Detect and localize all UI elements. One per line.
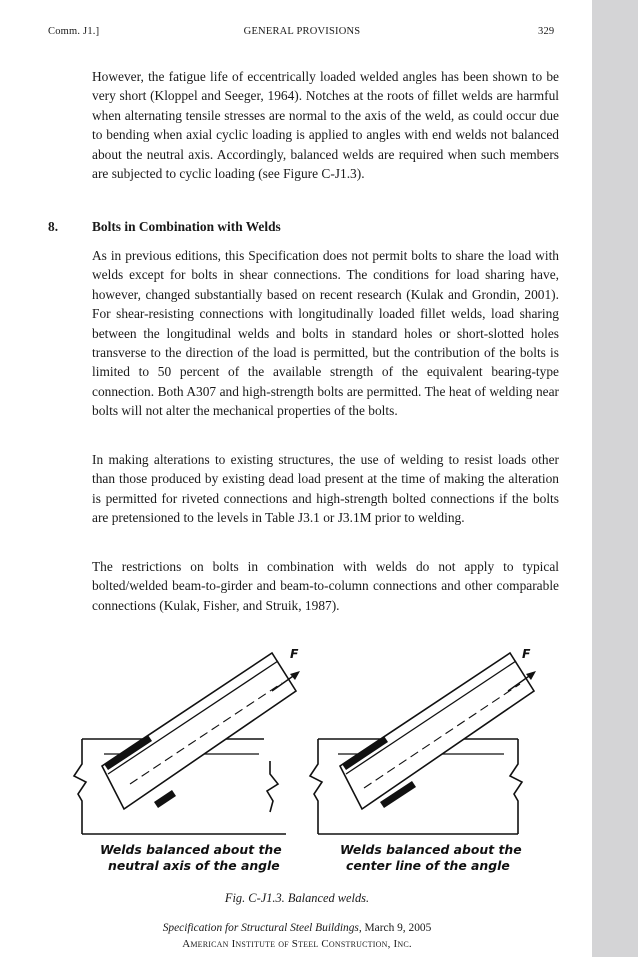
right-label-line2: center line of the angle <box>346 858 510 873</box>
running-header-title: GENERAL PROVISIONS <box>243 26 361 37</box>
section-title: Bolts in Combination with Welds <box>92 219 281 234</box>
break-line-left <box>74 739 86 834</box>
paragraph-fatigue <box>92 67 559 183</box>
footer-date: March 9, 2005 <box>361 922 432 934</box>
right-connection-diagram <box>310 646 536 873</box>
footer-title-line <box>0 922 594 934</box>
paragraph-text: In making alterations to existing structures, the use of welding to resist loads other than those produced by existing dead load present at the time of making the alteration is permitted for riveted connections and high-strength bolted connections if the bolts are pretensioned to the levels in Table J3.1 or J3.1M prior to welding. <box>92 452 559 526</box>
footer-publisher: American Institute of Steel Construction, Inc. <box>182 938 412 950</box>
section-number: 8. <box>48 219 59 234</box>
force-label-left: F <box>290 646 299 661</box>
break-line-right <box>267 761 278 812</box>
angle-member <box>340 653 534 809</box>
paragraph-text: The restrictions on bolts in combination with welds do not apply to typical bolted/welded beam-to-girder and beam-to-column connections and other comparable connections (Kulak, Fisher, and Struik, 1987). <box>92 559 559 613</box>
right-label-line1: Welds balanced about the <box>340 842 522 857</box>
footer-title: Specification for Structural Steel Buildings, <box>162 922 362 934</box>
figure-caption: Fig. C-J1.3. Balanced welds. <box>224 891 370 905</box>
running-header-section: Comm. J1.] <box>48 26 100 37</box>
paragraph-text: However, the fatigue life of eccentrically loaded welded angles has been shown to be very short (Kloppel and Seeger, 1964). Notches at the roots of fillet welds are harmful when alternating tensile stresses are normal to the axis of the weld, as could occur due to bending when axial cyclic loading is applied to angles with end welds not balanced about the neutral axis. Accordingly, balanced welds are required when such members are subjected to cyclic loading (see Figure C-J1.3). <box>92 69 559 182</box>
force-label-right: F <box>522 646 531 661</box>
short-weld <box>154 790 176 808</box>
balanced-welds-figure <box>64 636 564 886</box>
left-connection-diagram <box>74 646 300 873</box>
angle-member <box>102 653 296 809</box>
force-arrow-head <box>290 671 300 680</box>
paragraph-restrictions <box>92 557 559 615</box>
paragraph-text: As in previous editions, this Specification does not permit bolts to share the load with welds except for bolts in shear connections. The conditions for load sharing have, however, changed substantially based on recent research (Kulak and Grondin, 2001). For shear-resisting connections with longitudinally loaded fillet welds, load sharing between the longitudinal welds and bolts in standard holes or short-slotted holes transverse to the direction of the load is permitted, but the contribution of the bolts is limited to 50 percent of the available strength of the equivalent bearing-type connection. Both A307 and high-strength bolts are permitted. The heat of welding near bolts will not alter the mechanical properties of the bolts. <box>92 248 559 419</box>
page-number: 329 <box>538 26 555 37</box>
page-side-margin <box>592 0 638 957</box>
paragraph-load-sharing <box>92 246 559 421</box>
break-line-left <box>310 739 322 834</box>
force-arrow-head <box>526 671 536 680</box>
left-label-line2: neutral axis of the angle <box>108 858 280 873</box>
break-line-right <box>510 739 522 834</box>
paragraph-alterations <box>92 450 559 528</box>
left-label-line1: Welds balanced about the <box>100 842 282 857</box>
